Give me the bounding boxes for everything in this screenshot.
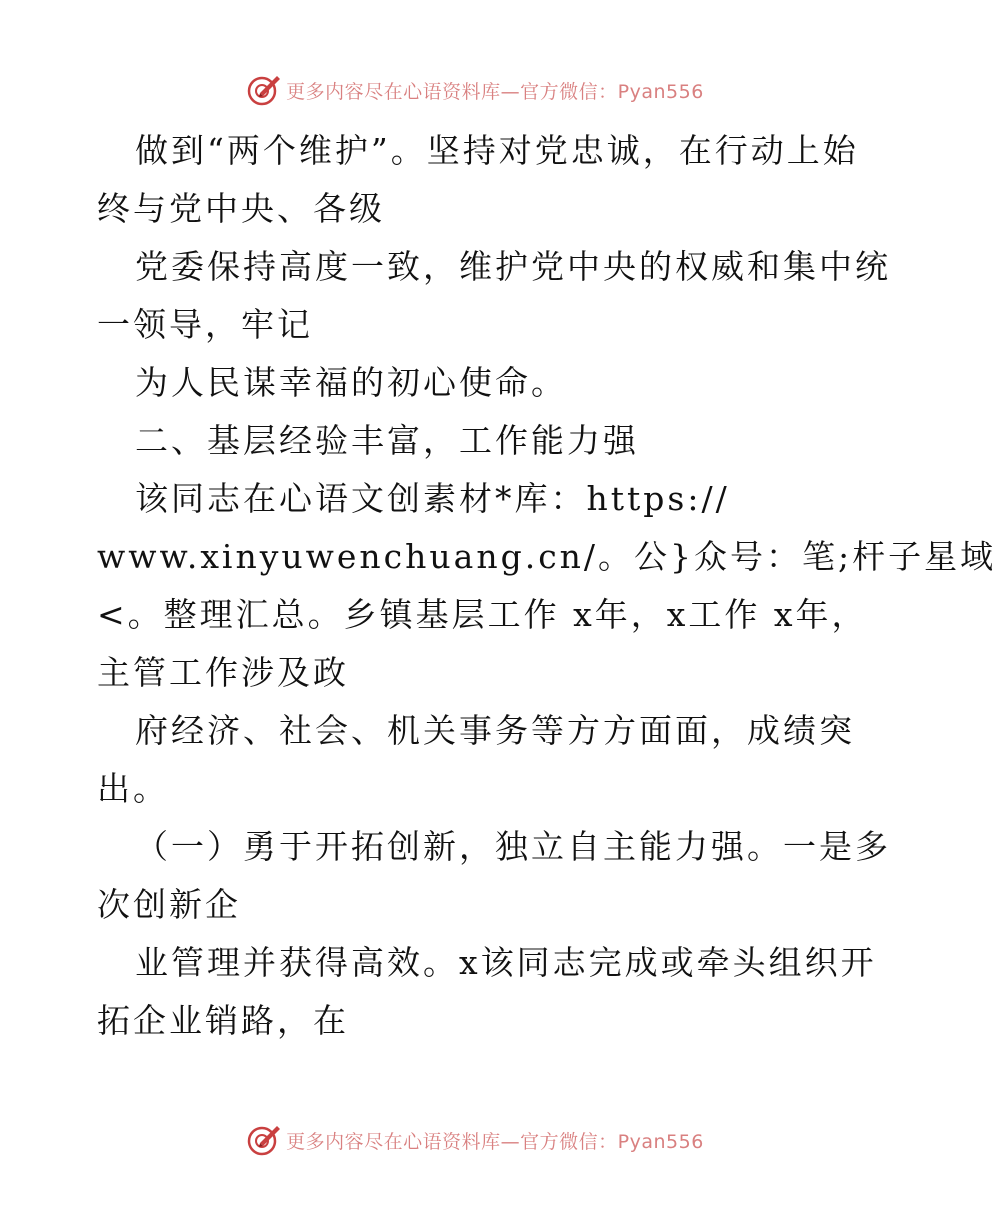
text-line: 拓企业销路，在 — [97, 1001, 349, 1040]
text-line: 出。 — [97, 769, 169, 808]
text-line: 终与党中央、各级 — [97, 189, 385, 228]
watermark-text: 更多内容尽在心语资料库—官方微信：Pyan556 — [286, 80, 704, 103]
header-watermark — [0, 70, 950, 110]
text-line: 主管工作涉及政 — [97, 653, 349, 692]
text-line: （一）勇于开拓创新，独立自主能力强。一是多 — [135, 827, 891, 866]
footer-watermark — [0, 1120, 950, 1160]
document-body — [97, 122, 996, 1050]
text-line: 府经济、社会、机关事务等方方面面，成绩突 — [135, 711, 855, 750]
text-line: www.xinyuwenchuang.cn/。公}众号：笔;杆子星域 — [97, 537, 996, 576]
text-line: <。整理汇总。乡镇基层工作 x年，x工作 x年， — [97, 595, 868, 634]
pen-logo-icon — [246, 1122, 282, 1158]
text-line: 次创新企 — [97, 885, 241, 924]
text-line: 党委保持高度一致，维护党中央的权威和集中统 — [135, 247, 891, 286]
text-line: 二、基层经验丰富，工作能力强 — [135, 421, 639, 460]
text-line: 一领导，牢记 — [97, 305, 313, 344]
text-line: 业管理并获得高效。x该同志完成或牵头组织开 — [135, 943, 877, 982]
text-line: 为人民谋幸福的初心使命。 — [135, 363, 567, 402]
text-line: 做到“两个维护”。坚持对党忠诚，在行动上始 — [135, 131, 859, 170]
pen-logo-icon — [246, 72, 282, 108]
watermark-text: 更多内容尽在心语资料库—官方微信：Pyan556 — [286, 1130, 704, 1153]
text-line: 该同志在心语文创素材*库：https:// — [135, 479, 730, 518]
